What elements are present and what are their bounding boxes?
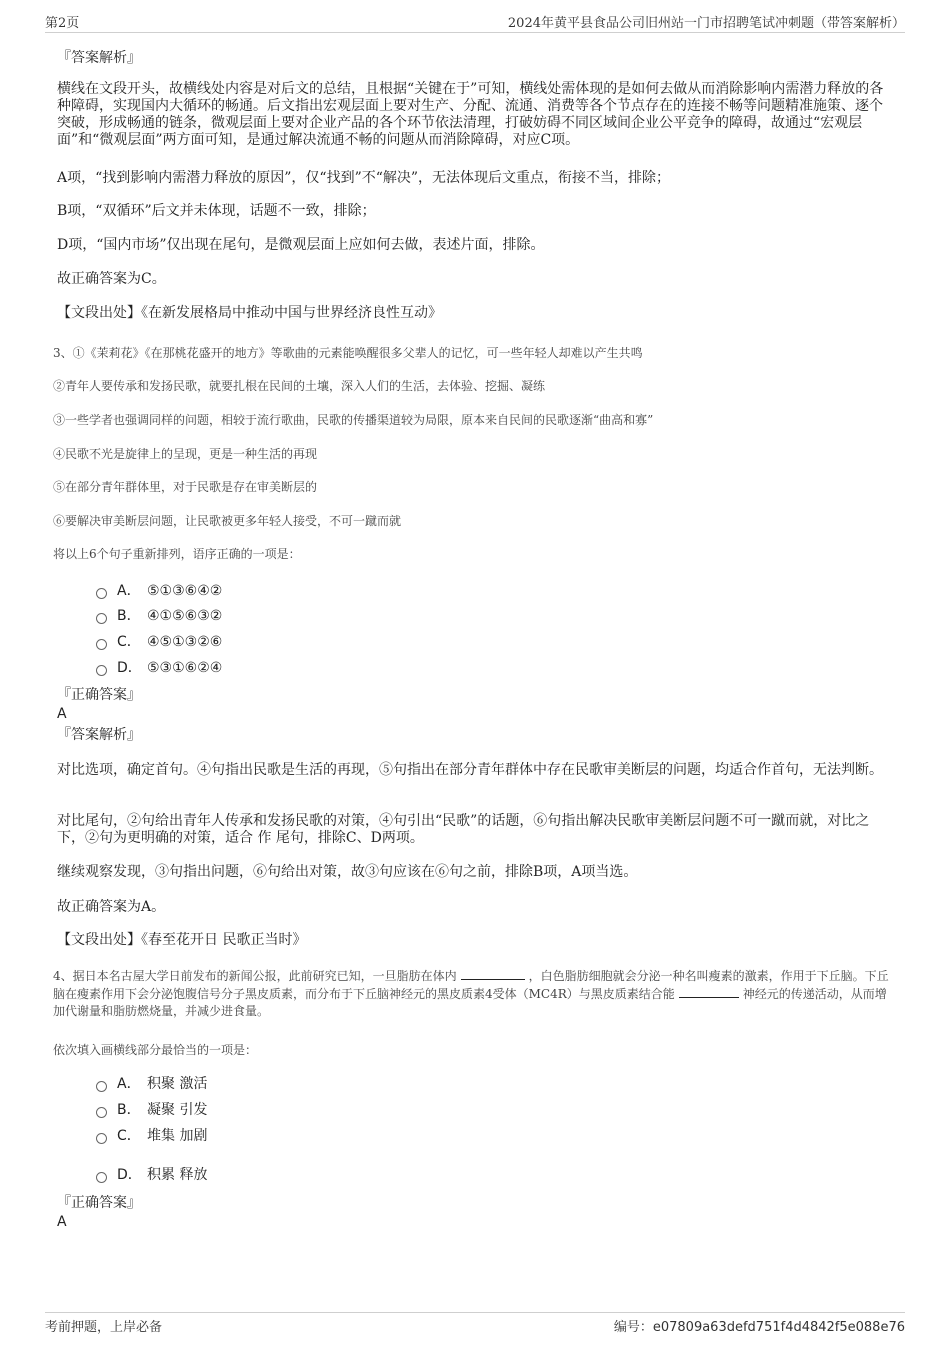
radio-icon[interactable] [96, 1172, 107, 1183]
q3-option-c[interactable]: C． ④⑤①③②⑥ [96, 633, 222, 651]
q3-analysis-p1: 对比选项，确定首句。④句指出民歌是生活的再现，⑤句指出在部分青年群体中存在民歌审美断层的问题，均适合作首句，无法判断。 [57, 762, 883, 778]
page-number: 第2页 [45, 16, 80, 31]
radio-icon[interactable] [96, 588, 107, 599]
q4-stem: 4、据日本名古屋大学日前发布的新闻公报，此前研究已知，一旦脂肪在体内 ，白色脂肪细胞就会分泌一种名叫瘦素的激素，作用于下丘脑。下丘脑在瘦素作用下会分泌饱腹信号分子黑皮质素，而分布于下丘脑神经元的黑皮质素4受体（MC4R）与黑皮质素结合能 神经元的传递活动，从而增加代谢量和脂肪燃烧量，并减少进食量。 [53, 969, 889, 1018]
q3-sentence-2: ②青年人要传承和发扬民歌，就要扎根在民间的土壤，深入人们的生活，去体验、挖掘、凝练 [53, 379, 546, 393]
q3-conclusion: 故正确答案为A。 [57, 899, 166, 915]
q3-analysis-p2: 对比尾句，②句给出青年人传承和发扬民歌的对策，④句引出“民歌”的话题，⑥句指出解决民歌审美断层问题不可一蹴而就，对比之下，②句为更明确的对策，适合 作 尾句，排除C、D两项。 [57, 813, 870, 846]
q3-option-a[interactable]: A． ⑤①③⑥④② [96, 582, 222, 600]
q3-analysis-label: 『答案解析』 [57, 727, 141, 743]
q2-conclusion: 故正确答案为C。 [57, 271, 166, 287]
q3-prompt: 将以上6个句子重新排列，语序正确的一项是： [53, 547, 301, 561]
q4-option-c[interactable]: C． 堆集 加剧 [96, 1127, 207, 1145]
radio-icon[interactable] [96, 639, 107, 650]
q2-analysis-d: D项，“国内市场”仅出现在尾句，是微观层面上应如何去做，表述片面，排除。 [57, 237, 545, 253]
radio-icon[interactable] [96, 613, 107, 624]
q3-sentence-3: ③一些学者也强调同样的问题，相较于流行歌曲，民歌的传播渠道较为局限，原本来自民间的民歌逐渐“曲高和寡” [53, 413, 654, 427]
page-footer [45, 1312, 905, 1336]
q3-option-b[interactable]: B． ④①⑤⑥③② [96, 607, 222, 625]
q4-answer-label: 『正确答案』 [57, 1195, 141, 1211]
fill-blank-2 [679, 985, 739, 998]
q4-option-a[interactable]: A． 积聚 激活 [96, 1075, 207, 1093]
q3-stem: 3、①《茉莉花》《在那桃花盛开的地方》等歌曲的元素能唤醒很多父辈人的记忆，可一些年轻人却难以产生共鸣 [53, 346, 643, 360]
q4-option-b[interactable]: B． 凝聚 引发 [96, 1101, 207, 1119]
q4-prompt: 依次填入画横线部分最恰当的一项是： [53, 1043, 258, 1057]
q3-answer-label: 『正确答案』 [57, 687, 141, 703]
q4-answer: A [57, 1214, 67, 1230]
document-code: 编号：e07809a63defd751f4d4842f5e088e76 [613, 1320, 905, 1335]
q3-sentence-6: ⑥要解决审美断层问题，让民歌被更多年轻人接受，不可一蹴而就 [53, 514, 402, 528]
q3-sentence-4: ④民歌不光是旋律上的呈现，更是一种生活的再现 [53, 447, 318, 461]
fill-blank-1 [461, 967, 525, 980]
q2-analysis-label: 『答案解析』 [57, 50, 141, 66]
q3-analysis-p3: 继续观察发现，③句指出问题，⑥句给出对策，故③句应该在⑥句之前，排除B项，A项当选。 [57, 864, 638, 880]
q2-analysis-a: A项，“找到影响内需潜力释放的原因”，仅“找到”不“解决”，无法体现后文重点，衔接不当，排除； [57, 170, 671, 186]
q2-analysis-p1: 横线在文段开头，故横线处内容是对后文的总结，且根据“关键在于”可知，横线处需体现的是如何去做从而消除影响内需潜力释放的各种障碍，实现国内大循环的畅通。后文指出宏观层面上要对生产、分配、流通、消费等各个节点存在的连接不畅等问题精准施策、逐个突破，形成畅通的链条，微观层面上要对企业产品的各个环节依法清理，打破妨碍不同区域间企业公平竞争的障碍，故通过“宏观层面”和“微观层面”两方面可知，是通过解决流通不畅的问题从而消除障碍，对应C项。 [57, 81, 884, 148]
q3-source: 【文段出处】《春至花开日 民歌正当时》 [57, 932, 307, 948]
q2-source: 【文段出处】《在新发展格局中推动中国与世界经济良性互动》 [57, 305, 442, 321]
radio-icon[interactable] [96, 1133, 107, 1144]
q4-option-d[interactable]: D． 积累 释放 [96, 1166, 207, 1184]
document-title: 2024年黄平县食品公司旧州站一门市招聘笔试冲刺题（带答案解析） [507, 16, 905, 31]
page-header [45, 12, 905, 33]
q3-option-d[interactable]: D． ⑤③①⑥②④ [96, 659, 222, 677]
q3-sentence-5: ⑤在部分青年群体里，对于民歌是存在审美断层的 [53, 480, 318, 494]
radio-icon[interactable] [96, 665, 107, 676]
footer-slogan: 考前押题，上岸必备 [45, 1320, 163, 1335]
q2-analysis-b: B项，“双循环”后文并未体现，话题不一致，排除； [57, 203, 376, 219]
q3-answer: A [57, 706, 67, 722]
radio-icon[interactable] [96, 1081, 107, 1092]
radio-icon[interactable] [96, 1107, 107, 1118]
